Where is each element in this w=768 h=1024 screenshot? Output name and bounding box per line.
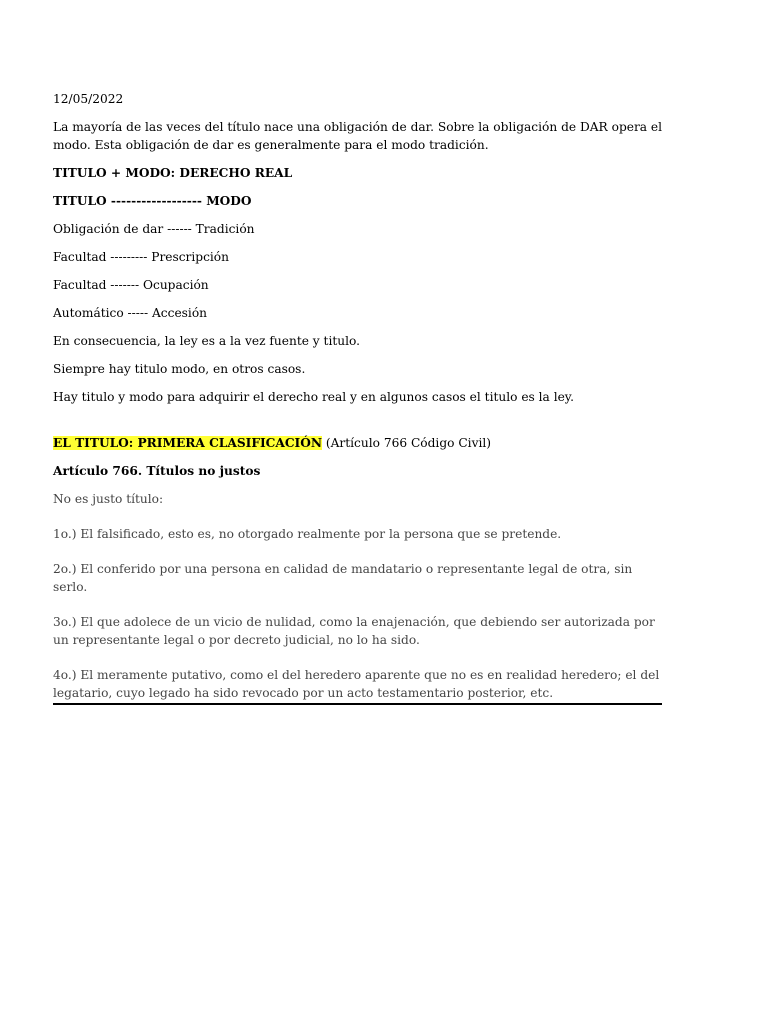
line-ocupacion: Facultad ------- Ocupación bbox=[53, 278, 209, 292]
section-title-suffix: (Artículo 766 Código Civil) bbox=[322, 436, 492, 450]
line-obligacion: Obligación de dar ------ Tradición bbox=[53, 222, 255, 236]
horizontal-rule bbox=[53, 703, 662, 705]
article-item-3: 3o.) El que adolece de un vicio de nulidad, como la enajenación, que debiendo ser autorizada por un representante legal o por decreto judicial, no lo ha sido. bbox=[53, 615, 655, 647]
line-hay-titulo: Hay titulo y modo para adquirir el derecho real y en algunos casos el titulo es la ley. bbox=[53, 390, 574, 404]
article-heading: Artículo 766. Títulos no justos bbox=[53, 464, 261, 478]
article-item-4: 4o.) El meramente putativo, como el del heredero aparente que no es en realidad heredero; el del legatario, cuyo legado ha sido revocado por un acto testamentario posterior, etc. bbox=[53, 668, 660, 700]
document-date: 12/05/2022 bbox=[53, 92, 124, 106]
line-consecuencia: En consecuencia, la ley es a la vez fuente y titulo. bbox=[53, 334, 360, 348]
line-prescripcion: Facultad --------- Prescripción bbox=[53, 250, 229, 264]
heading-titulo-dash-modo: TITULO ------------------ MODO bbox=[53, 194, 252, 208]
line-accesion: Automático ----- Accesión bbox=[53, 306, 208, 320]
article-intro: No es justo título: bbox=[53, 492, 164, 506]
line-siempre: Siempre hay titulo modo, en otros casos. bbox=[53, 362, 306, 376]
article-item-2: 2o.) El conferido por una persona en calidad de mandatario o representante legal de otra, sin serlo. bbox=[53, 562, 633, 594]
section-title-highlighted: EL TITULO: PRIMERA CLASIFICACIÓN bbox=[53, 436, 322, 450]
section-title bbox=[53, 434, 663, 452]
article-item-1: 1o.) El falsificado, esto es, no otorgado realmente por la persona que se pretende. bbox=[53, 527, 562, 541]
document-body bbox=[53, 90, 663, 712]
heading-titulo-modo: TITULO + MODO: DERECHO REAL bbox=[53, 166, 293, 180]
intro-paragraph: La mayoría de las veces del título nace una obligación de dar. Sobre la obligación de DAR opera el modo. Esta obligación de dar es generalmente para el modo tradición. bbox=[53, 120, 663, 152]
